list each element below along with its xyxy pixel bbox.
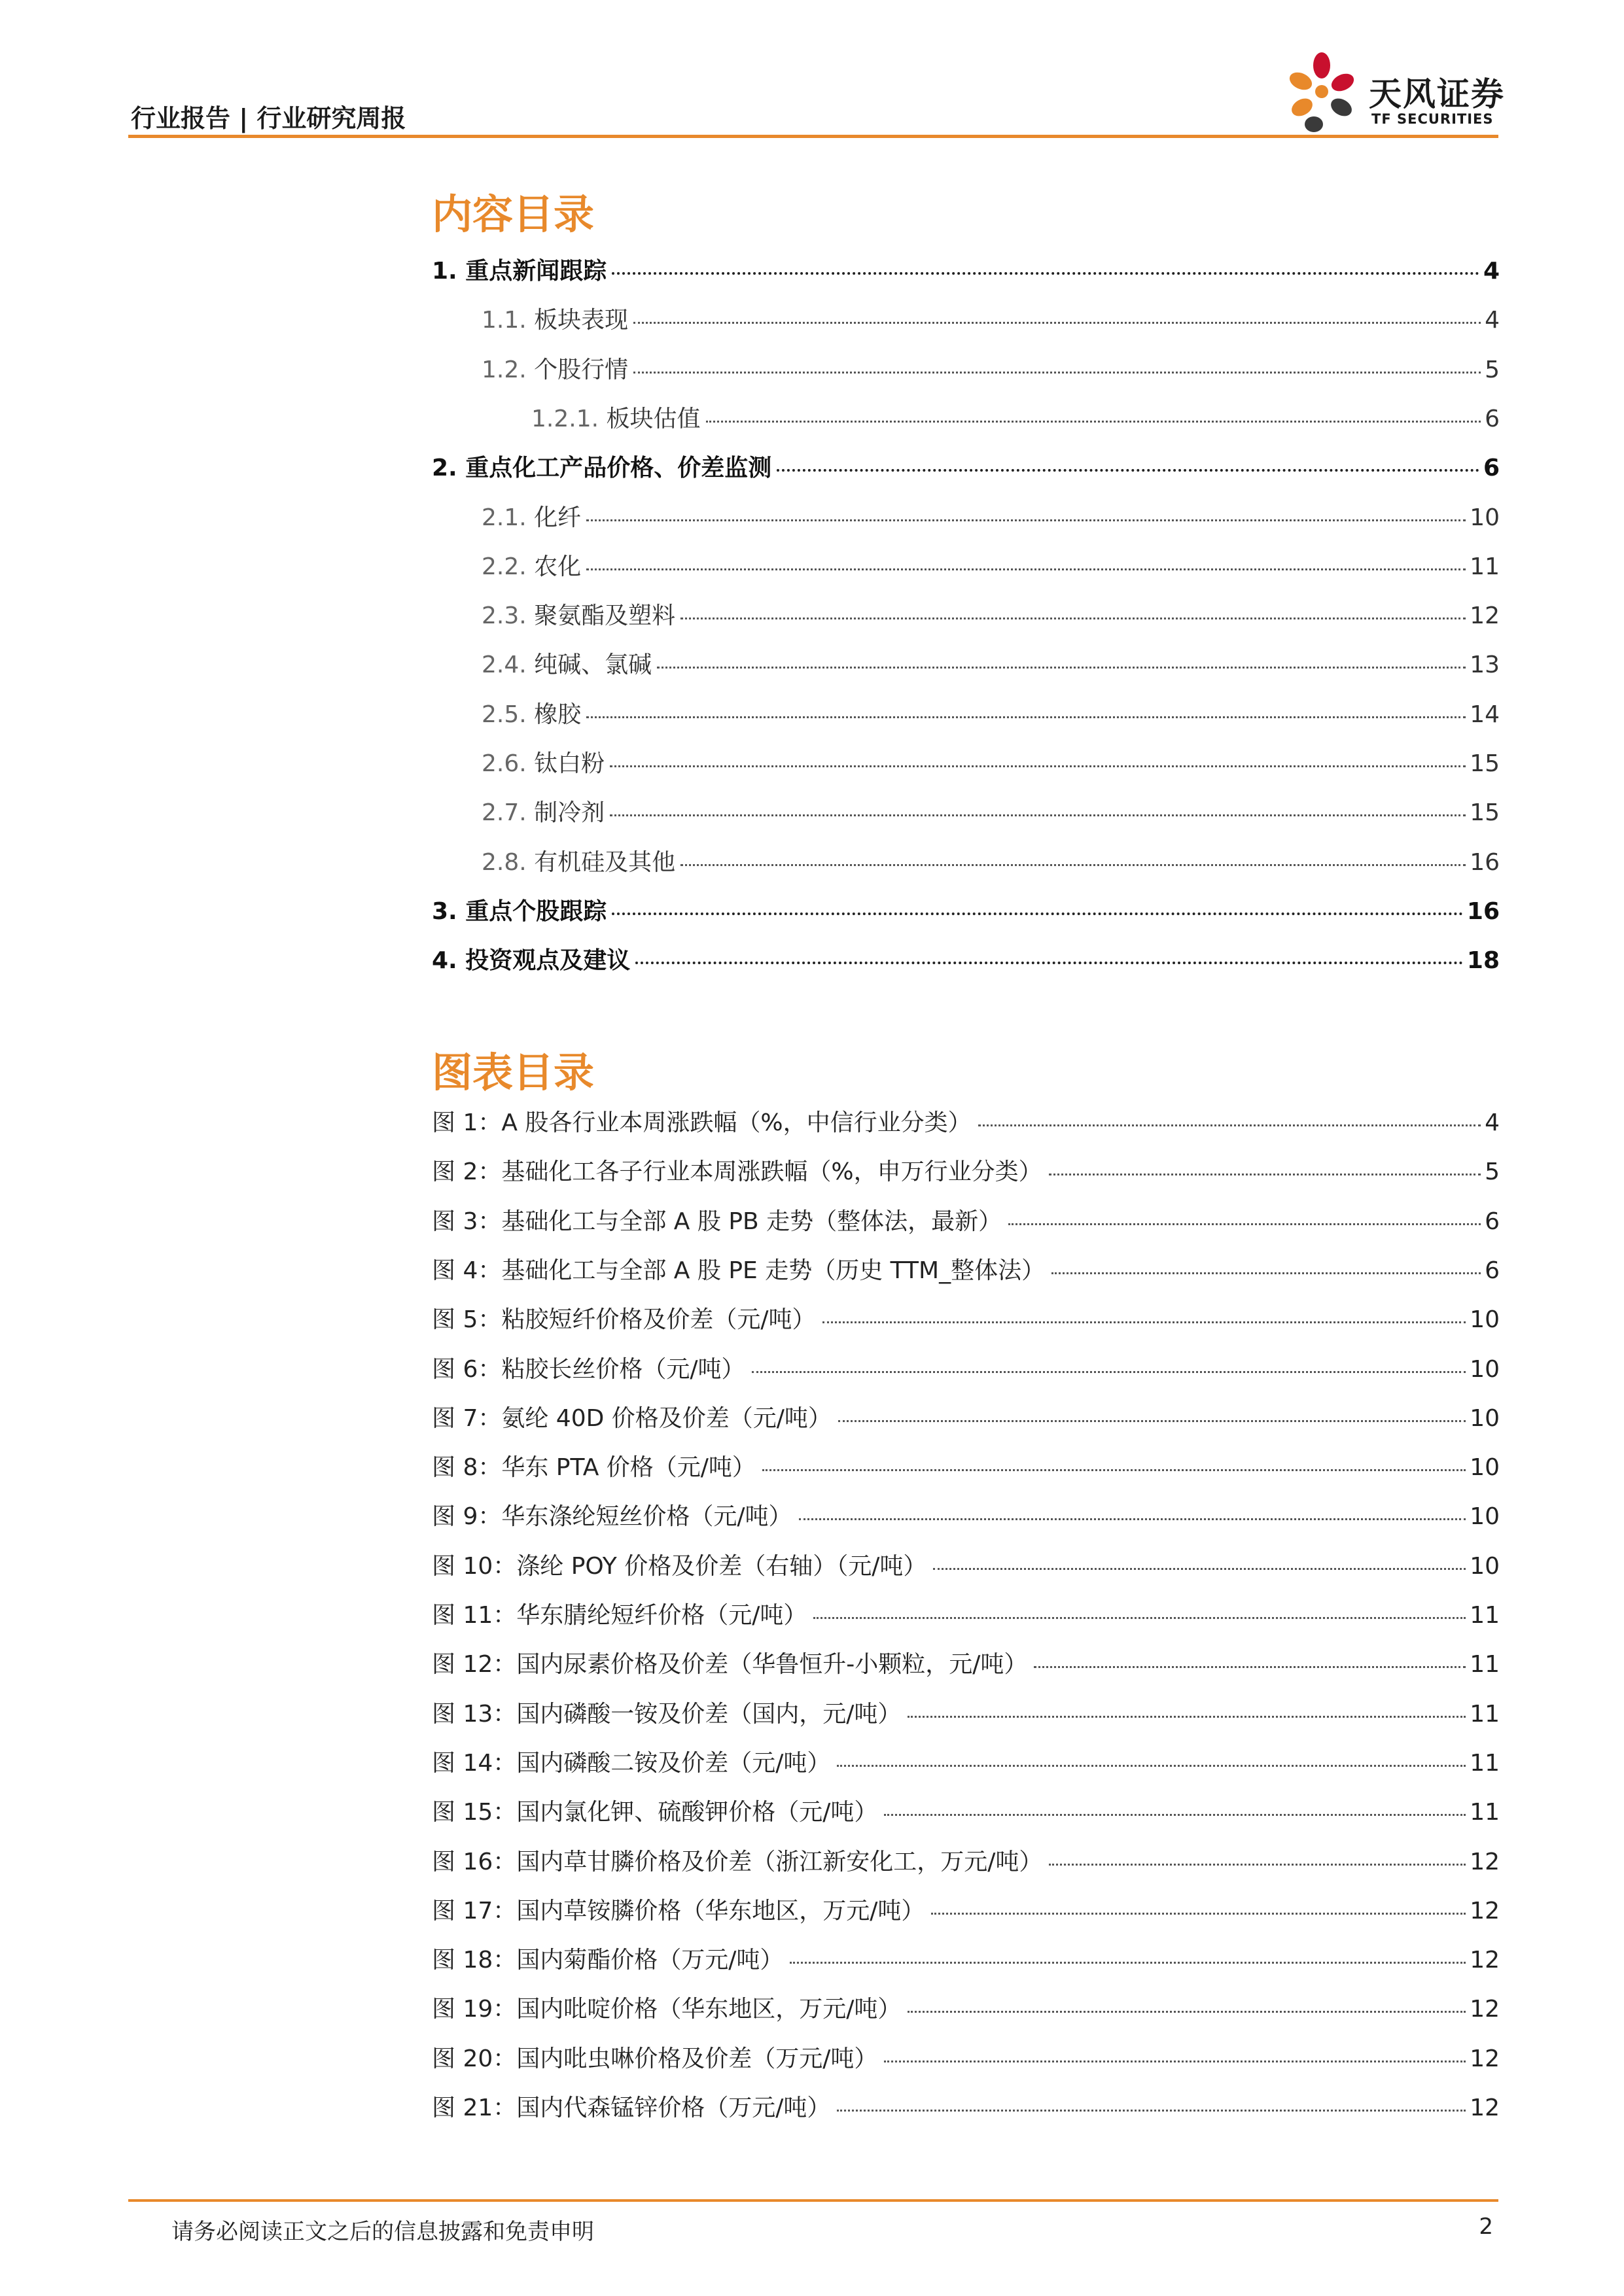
figure-entry[interactable] [432,1843,1500,1883]
dot-leader [1051,1272,1481,1274]
figure-entry-page: 12 [1470,2095,1500,2121]
toc-entry-number: 2.1. [482,504,535,531]
dot-leader [837,2110,1466,2112]
toc-entry-number: 1.2.1. [531,406,607,432]
figure-entry-page: 10 [1470,1306,1500,1333]
figure-entry-title: 国内磷酸二铵及价差（元/吨） [516,1750,831,1777]
figure-entry-label: 图 14： [432,1750,517,1777]
figure-entry-page: 10 [1470,1405,1500,1432]
figure-entry[interactable] [432,1696,1500,1735]
toc-entry-title: 有机硅及其他 [534,849,676,876]
figure-entry[interactable] [432,1597,1500,1636]
figure-entry[interactable] [432,1794,1500,1833]
dot-leader [680,617,1466,619]
figure-entry-page: 11 [1470,1701,1500,1728]
figure-entry-title: 国内草铵膦价格（华东地区，万元/吨） [516,1898,925,1924]
toc-entry-page: 4 [1485,307,1500,334]
figure-entry-label: 图 10： [432,1553,517,1580]
toc-entry-title: 橡胶 [534,701,582,728]
toc-entry-number: 1. [432,258,466,285]
dot-leader [931,1913,1466,1915]
toc-entry-page: 10 [1470,504,1500,531]
dot-leader [837,1765,1466,1767]
figure-entry-title: 华东涤纶短丝价格（元/吨） [501,1503,792,1530]
figure-entry-label: 图 7： [432,1405,502,1432]
toc-entry-page: 15 [1470,750,1500,777]
figure-entry-label: 图 2： [432,1158,502,1185]
figure-entry[interactable] [432,2089,1500,2129]
figure-entry-label: 图 4： [432,1257,502,1284]
figure-entry-page: 11 [1470,1750,1500,1777]
figure-entry-page: 11 [1470,1651,1500,1678]
figure-entry-label: 图 12： [432,1651,517,1678]
toc-entry[interactable] [482,499,1500,538]
toc-entry-title: 制冷剂 [534,799,605,826]
figure-entry-page: 10 [1470,1356,1500,1383]
dot-leader [799,1518,1466,1520]
figure-entry[interactable] [432,1351,1500,1390]
toc-entry[interactable] [482,646,1500,686]
figure-entry-label: 图 5： [432,1306,502,1333]
figure-entry[interactable] [432,1400,1500,1439]
toc-entry-number: 2.4. [482,652,535,678]
figure-entry-label: 图 17： [432,1898,517,1924]
dot-leader [790,1962,1466,1964]
figure-entry-page: 10 [1470,1454,1500,1481]
figure-entry-title: 粘胶短纤价格及价差（元/吨） [501,1306,816,1333]
toc-entry-title: 钛白粉 [534,750,605,777]
figure-entry-title: 华东 PTA 价格（元/吨） [501,1454,756,1481]
toc-entry-title: 化纤 [534,504,582,531]
toc-entry-page: 18 [1466,947,1500,974]
toc-entry-page: 14 [1470,701,1500,728]
figure-entry-page: 12 [1470,1947,1500,1974]
figure-entry-page: 4 [1485,1109,1500,1136]
toc-entry[interactable] [482,745,1500,784]
dot-leader [612,913,1463,915]
toc-entry[interactable] [482,351,1500,391]
figure-entry-title: 粘胶长丝价格（元/吨） [501,1356,745,1383]
tf-securities-logo [1282,51,1518,136]
figure-list-heading: 图表目录 [432,1049,595,1096]
figure-entry-label: 图 1： [432,1109,502,1136]
figure-entry-page: 12 [1470,1849,1500,1875]
report-category: 行业报告 | 行业研究周报 [131,104,406,133]
dot-leader [822,1321,1466,1323]
dot-leader [657,667,1466,669]
figure-entry-page: 10 [1470,1503,1500,1530]
toc-entry-page: 16 [1466,898,1500,925]
dot-leader [586,716,1466,718]
dot-leader [633,322,1481,324]
toc-entry-page: 12 [1470,602,1500,629]
toc-entry-page: 6 [1483,455,1500,481]
toc-entry-number: 2.8. [482,849,535,876]
toc-entry[interactable] [482,696,1500,735]
dot-leader [838,1420,1466,1422]
toc-entry-title: 重点化工产品价格、价差监测 [465,455,772,481]
toc-entry-title: 重点新闻跟踪 [465,258,607,285]
dot-leader [884,1814,1466,1816]
toc-entry-page: 5 [1485,357,1500,383]
figure-entry[interactable] [432,1203,1500,1242]
figure-entry-page: 12 [1470,2045,1500,2072]
figure-entry-label: 图 15： [432,1799,517,1826]
toc-entry[interactable] [482,597,1500,636]
toc-entry-title: 重点个股跟踪 [465,898,607,925]
figure-entry[interactable] [432,1991,1500,2030]
dot-leader [1049,1864,1466,1866]
dot-leader [978,1124,1481,1126]
figure-entry-title: 国内尿素价格及价差（华鲁恒升-小颗粒，元/吨） [516,1651,1028,1678]
figure-entry[interactable] [432,1646,1500,1685]
toc-entry-page: 4 [1483,258,1500,285]
toc-entry[interactable] [432,449,1500,489]
page-number: 2 [1479,2214,1493,2240]
logo-chinese-name: 天风证券 [1369,75,1505,113]
figure-entry-label: 图 13： [432,1701,517,1728]
figure-entry-title: 国内代森锰锌价格（万元/吨） [516,2095,831,2121]
figure-entry-label: 图 19： [432,1996,517,2023]
dot-leader [635,962,1463,964]
dot-leader [884,2061,1466,2062]
figure-entry-page: 6 [1485,1208,1500,1235]
toc-entry-number: 2.7. [482,799,535,826]
figure-entry-title: 基础化工与全部 A 股 PE 走势（历史 TTM_整体法） [501,1257,1046,1284]
figure-entry-title: A 股各行业本周涨跌幅（%，中信行业分类） [501,1109,972,1136]
figure-entry-title: 基础化工各子行业本周涨跌幅（%，申万行业分类） [501,1158,1042,1185]
toc-entry-number: 3. [432,898,466,925]
dot-leader [1049,1174,1481,1175]
figure-entry-page: 6 [1485,1257,1500,1284]
figure-entry-title: 国内氯化钾、硫酸钾价格（元/吨） [516,1799,878,1826]
logo-flower-icon [1282,51,1361,136]
figure-entry-page: 11 [1470,1799,1500,1826]
figure-entry-title: 氨纶 40D 价格及价差（元/吨） [501,1405,832,1432]
figure-entry[interactable] [432,2040,1500,2079]
figure-entry-title: 华东腈纶短纤价格（元/吨） [516,1602,807,1629]
dot-leader [610,814,1466,816]
figure-entry-label: 图 20： [432,2045,517,2072]
toc-entry-page: 15 [1470,799,1500,826]
dot-leader [1008,1223,1481,1225]
figure-entry-label: 图 6： [432,1356,502,1383]
figure-entry-page: 5 [1485,1158,1500,1185]
toc-entry-number: 2.3. [482,602,535,629]
toc-entry-title: 投资观点及建议 [465,947,631,974]
figure-entry[interactable] [432,1301,1500,1340]
figure-entry[interactable] [432,1104,1500,1143]
figure-entry-page: 11 [1470,1602,1500,1629]
toc-entry-title: 农化 [534,553,582,580]
toc-entry[interactable] [482,794,1500,833]
figure-entry-page: 10 [1470,1553,1500,1580]
dot-leader [777,469,1479,472]
dot-leader [762,1469,1466,1471]
toc-heading: 内容目录 [432,190,595,238]
toc-entry-page: 16 [1470,849,1500,876]
toc-entry-number: 1.2. [482,357,535,383]
toc-entry-number: 2.2. [482,553,535,580]
dot-leader [908,2011,1466,2013]
logo-english-name: TF SECURITIES [1371,111,1494,127]
figure-entry-label: 图 16： [432,1849,517,1875]
toc-entry-number: 2.5. [482,701,535,728]
footer-divider [128,2199,1498,2202]
toc-entry[interactable] [432,942,1500,981]
figure-entry[interactable] [432,1153,1500,1192]
toc-entry[interactable] [432,893,1500,932]
toc-entry-page: 6 [1485,406,1500,432]
toc-entry[interactable] [531,400,1500,440]
toc-entry-title: 纯碱、氯碱 [534,652,652,678]
figure-entry-label: 图 8： [432,1454,502,1481]
figure-entry[interactable] [432,1745,1500,1784]
dot-leader [633,372,1481,374]
figure-entry-label: 图 21： [432,2095,517,2121]
dot-leader [586,519,1466,521]
figure-entry-title: 国内菊酯价格（万元/吨） [516,1947,784,1974]
figure-entry-page: 12 [1470,1996,1500,2023]
dot-leader [908,1716,1466,1718]
toc-entry-title: 聚氨酯及塑料 [534,602,676,629]
toc-entry-page: 11 [1470,553,1500,580]
toc-entry-title: 板块表现 [534,307,629,334]
toc-entry[interactable] [482,844,1500,883]
dot-leader [933,1568,1466,1570]
figure-entry-title: 国内吡虫啉价格及价差（万元/吨） [516,2045,878,2072]
figure-entry-label: 图 9： [432,1503,502,1530]
figure-entry-label: 图 18： [432,1947,517,1974]
figure-entry-title: 基础化工与全部 A 股 PB 走势（整体法，最新） [501,1208,1002,1235]
figure-entry[interactable] [432,1252,1500,1291]
dot-leader [612,272,1479,275]
toc-entry[interactable] [482,548,1500,587]
figure-entry[interactable] [432,1892,1500,1932]
toc-entry-page: 13 [1470,652,1500,678]
dot-leader [752,1371,1466,1373]
figure-entry-title: 国内草甘膦价格及价差（浙江新安化工，万元/吨） [516,1849,1043,1875]
figure-entry[interactable] [432,1449,1500,1488]
toc-entry-number: 2.6. [482,750,535,777]
figure-entry[interactable] [432,1498,1500,1537]
toc-entry-number: 4. [432,947,466,974]
toc-entry-title: 板块估值 [606,406,701,432]
figure-entry-label: 图 3： [432,1208,502,1235]
figure-entry-title: 国内磷酸一铵及价差（国内，元/吨） [516,1701,902,1728]
figure-entry-page: 12 [1470,1898,1500,1924]
figure-entry-title: 涤纶 POY 价格及价差（右轴）（元/吨） [516,1553,927,1580]
footer-disclaimer: 请务必阅读正文之后的信息披露和免责申明 [171,2219,594,2245]
dot-leader [706,421,1481,423]
figure-entry-title: 国内吡啶价格（华东地区，万元/吨） [516,1996,902,2023]
figure-entry[interactable] [432,1941,1500,1981]
figure-entry-label: 图 11： [432,1602,517,1629]
figure-entry[interactable] [432,1548,1500,1587]
dot-leader [586,568,1466,570]
dot-leader [680,864,1466,866]
toc-entry[interactable] [432,252,1500,292]
dot-leader [610,765,1466,767]
toc-entry-number: 2. [432,455,466,481]
toc-entry-number: 1.1. [482,307,535,334]
dot-leader [1034,1666,1466,1668]
toc-entry-title: 个股行情 [534,357,629,383]
toc-entry[interactable] [482,302,1500,341]
dot-leader [813,1617,1466,1619]
